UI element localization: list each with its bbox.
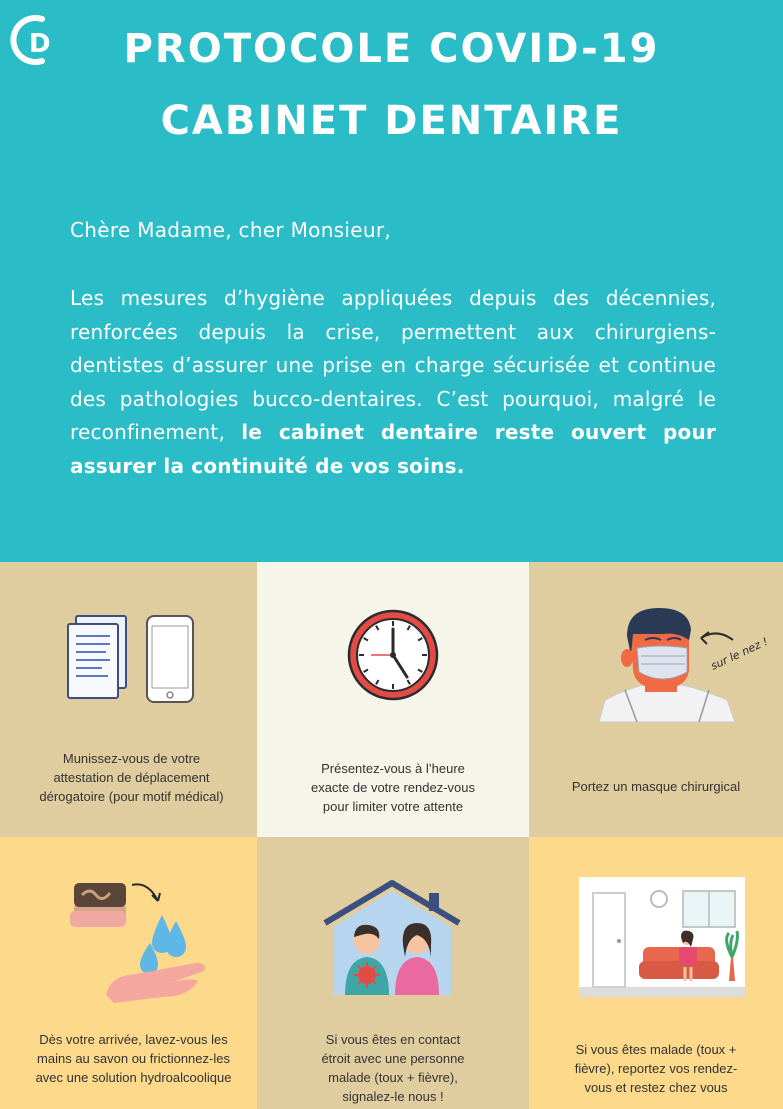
- logo-letter: D: [29, 29, 51, 59]
- mask-annotation: sur le nez !: [708, 634, 770, 673]
- page-title-line2: CABINET DENTAIRE: [160, 98, 623, 144]
- tile-handwash: [0, 837, 257, 1109]
- tile-contact: [257, 837, 529, 1109]
- tile-sick: [529, 837, 783, 1109]
- clock-icon: [345, 607, 441, 703]
- tile-punctuality: [257, 562, 529, 837]
- page-title-line1: PROTOCOLE COVID-19: [123, 26, 660, 72]
- tile-caption: Si vous êtes malade (toux + fièvre), reportez vos rendez-vous et restez chez vous: [574, 1042, 738, 1095]
- tile-caption: Portez un masque chirurgical: [571, 779, 741, 794]
- house-people-icon: [317, 879, 467, 1003]
- tile-caption: Munissez-vous de votre attestation de déplacement dérogatoire (pour motif médical): [39, 751, 224, 804]
- waiting-room-icon: [579, 877, 745, 999]
- tile-caption: Présentez-vous à l’heure exacte de votre rendez-vous pour limiter votre attente: [310, 761, 476, 814]
- intro-paragraph-bold: le cabinet dentaire reste ouvert pour assurer la continuité de vos soins.: [70, 420, 716, 478]
- intro-paragraph-text: Les mesures d’hygiène appliquées depuis des décennies, renforcées depuis la crise, permettent aux chirurgiens-dentistes d’assurer une prise en charge sécurisée et continue des pathologies bucco-dentaires. C’est pourquoi, malgré le reconfinement,: [70, 286, 716, 444]
- tile-attestation: [0, 562, 257, 837]
- masked-man-icon: [597, 604, 777, 724]
- soap-hand-icon: [66, 877, 226, 1007]
- tile-mask: [529, 562, 783, 837]
- tile-caption: Si vous êtes en contact étroit avec une personne malade (toux + fièvre), signalez-le nous !: [321, 1032, 465, 1104]
- protocol-grid: [0, 562, 783, 1109]
- tile-caption: Dès votre arrivée, lavez-vous les mains au savon ou frictionnez-les avec une solution hydroalcoolique: [35, 1032, 232, 1085]
- intro-paragraph: [70, 282, 716, 483]
- document-phone-icon: [62, 612, 197, 707]
- greeting: Chère Madame, cher Monsieur,: [70, 218, 392, 242]
